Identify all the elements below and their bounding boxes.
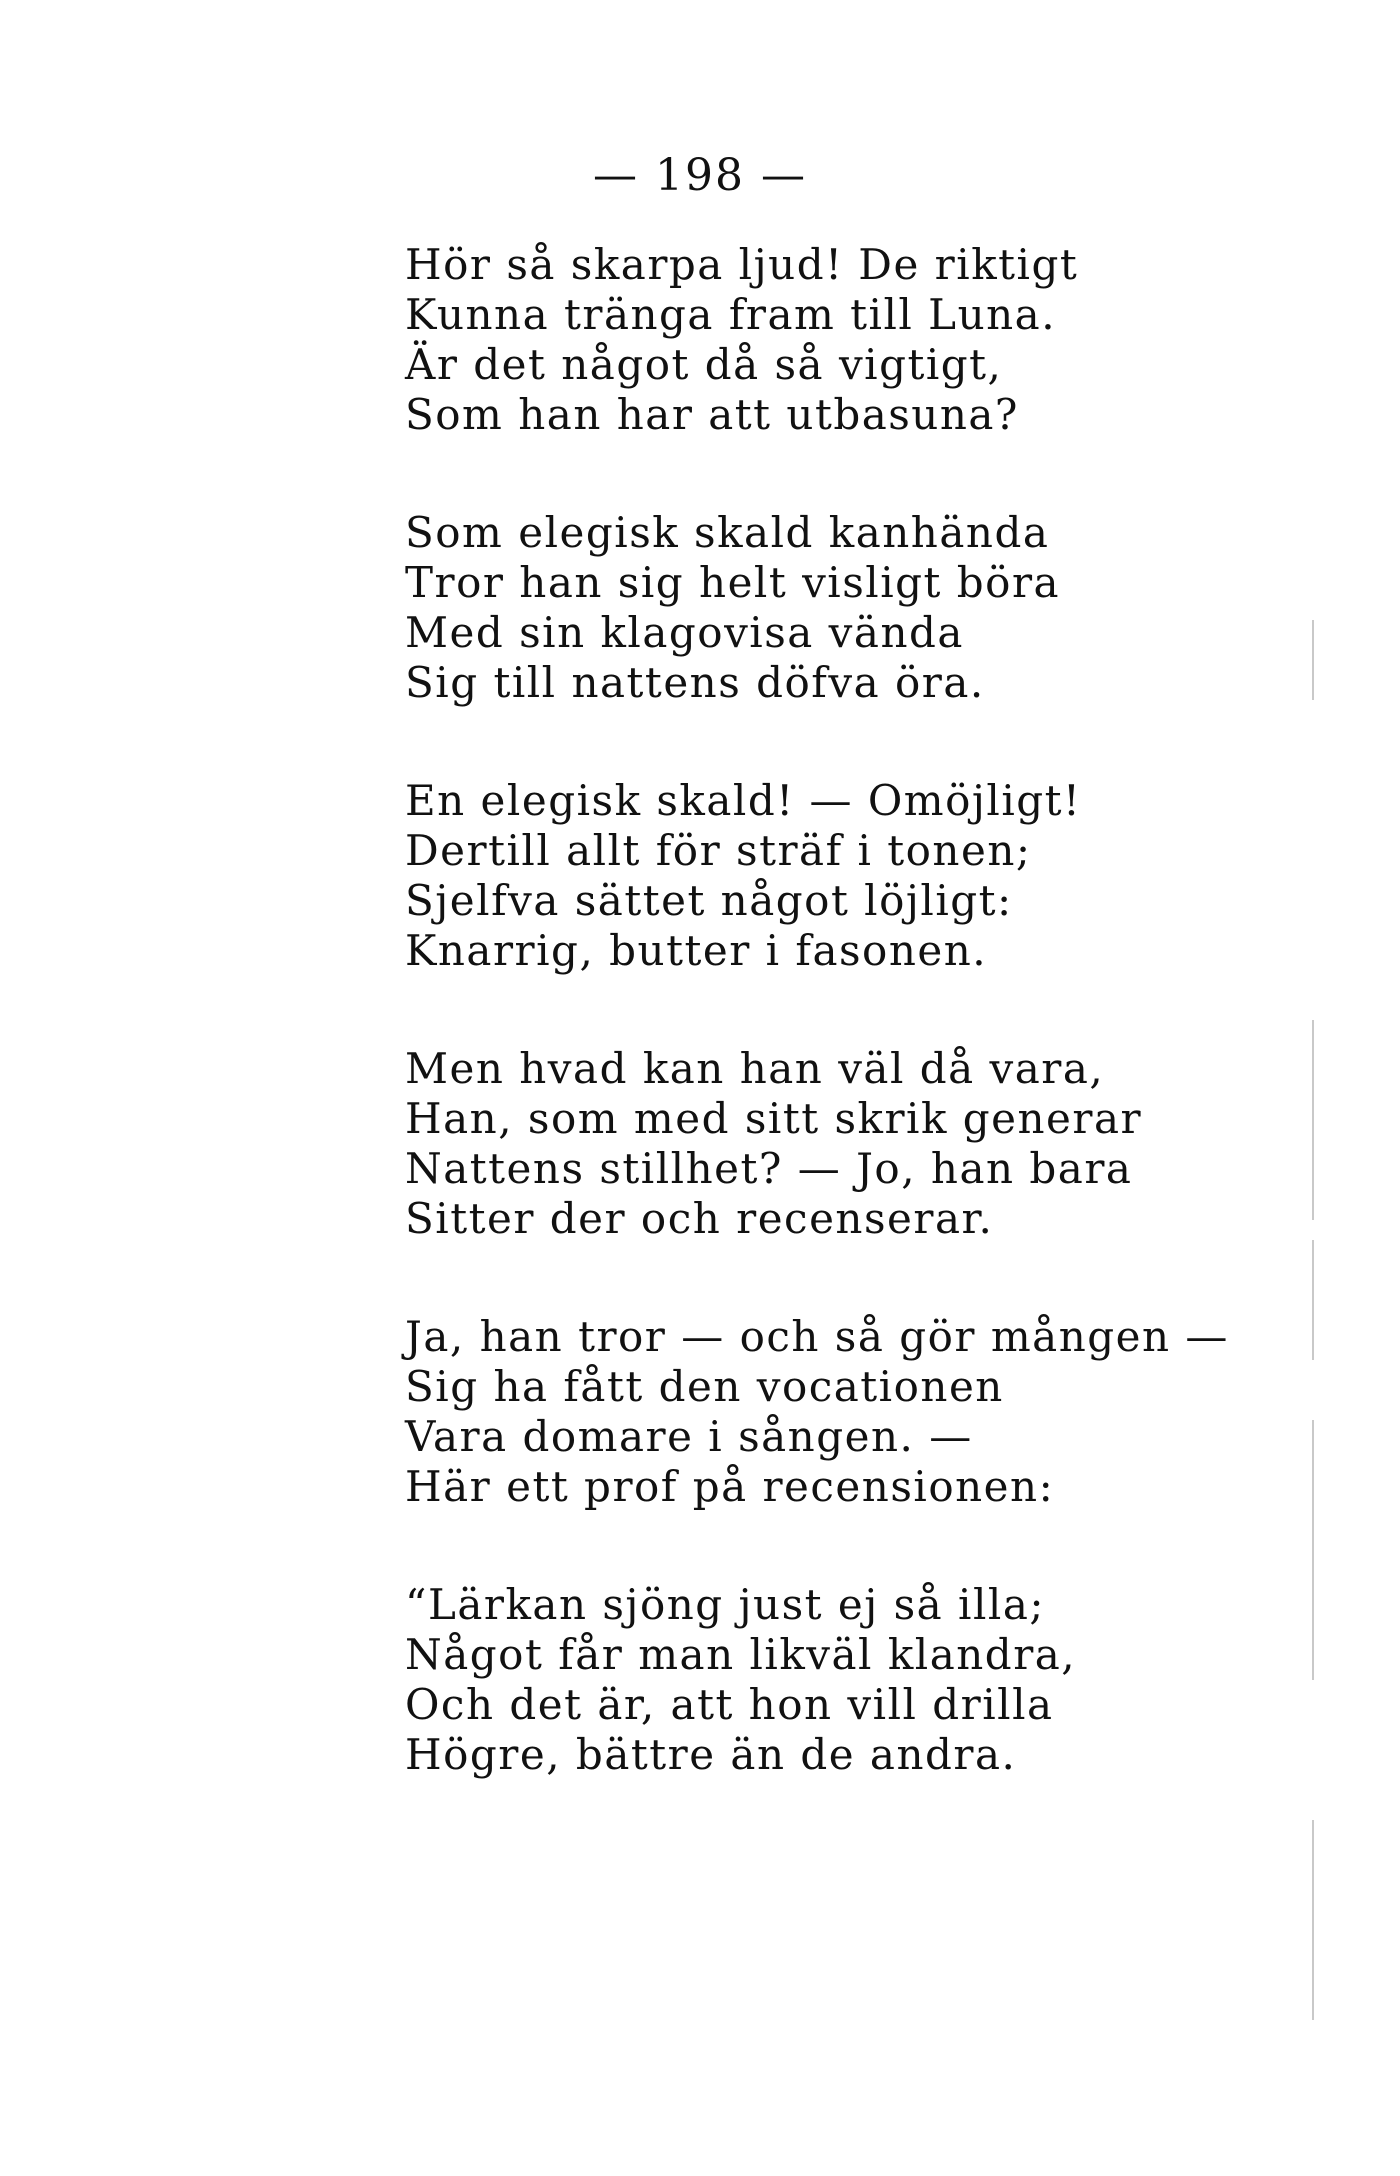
- poem-line: Med sin klagovisa vända: [405, 608, 964, 657]
- poem-line: Sjelfva sättet något löjligt:: [405, 876, 1013, 925]
- poem-line: Vara domare i sången. —: [405, 1412, 973, 1461]
- scan-edge-mark: [1312, 620, 1314, 700]
- page-number: — 198 —: [593, 150, 807, 201]
- poem-line: “Lärkan sjöng just ej så illa;: [405, 1580, 1046, 1629]
- poem-line: Han, som med sitt skrik generar: [405, 1094, 1143, 1143]
- poem-line: Nattens stillhet? — Jo, han bara: [405, 1144, 1133, 1193]
- poem-line: Högre, bättre än de andra.: [405, 1730, 1017, 1779]
- scan-edge-mark: [1312, 1420, 1314, 1680]
- stanza-3: [405, 776, 1305, 976]
- poem-line: Hör så skarpa ljud! De riktigt: [405, 240, 1079, 289]
- poem-line: Knarrig, butter i fasonen.: [405, 926, 988, 975]
- poem-line: Som elegisk skald kanhända: [405, 508, 1050, 557]
- poem-line: Något får man likväl klandra,: [405, 1630, 1077, 1679]
- poem-line: Är det något då så vigtigt,: [405, 340, 1003, 389]
- poem-line: Sig till nattens döfva öra.: [405, 658, 985, 707]
- stanza-1: [405, 240, 1305, 440]
- poem-line: En elegisk skald! — Omöjligt!: [405, 776, 1082, 825]
- poem-line: Kunna tränga fram till Luna.: [405, 290, 1057, 339]
- poem-line: Tror han sig helt visligt böra: [405, 558, 1061, 607]
- poem-line: Ja, han tror — och så gör mången —: [405, 1312, 1229, 1361]
- poem-line: Här ett prof på recensionen:: [405, 1462, 1055, 1511]
- stanza-2: [405, 508, 1305, 708]
- stanza-5: [405, 1312, 1305, 1512]
- scan-edge-mark: [1312, 1020, 1314, 1220]
- poem-line: Och det är, att hon vill drilla: [405, 1680, 1054, 1729]
- poem-line: Men hvad kan han väl då vara,: [405, 1044, 1105, 1093]
- poem-line: Sitter der och recenserar.: [405, 1194, 994, 1243]
- scan-edge-mark: [1312, 1240, 1314, 1360]
- scan-edge-mark: [1312, 1820, 1314, 2020]
- stanza-4: [405, 1044, 1305, 1244]
- poem-line: Sig ha fått den vocationen: [405, 1362, 1004, 1411]
- stanza-6: [405, 1580, 1305, 1780]
- poem-line: Dertill allt för sträf i tonen;: [405, 826, 1032, 875]
- poem: [405, 240, 1305, 1848]
- poem-line: Som han har att utbasuna?: [405, 390, 1019, 439]
